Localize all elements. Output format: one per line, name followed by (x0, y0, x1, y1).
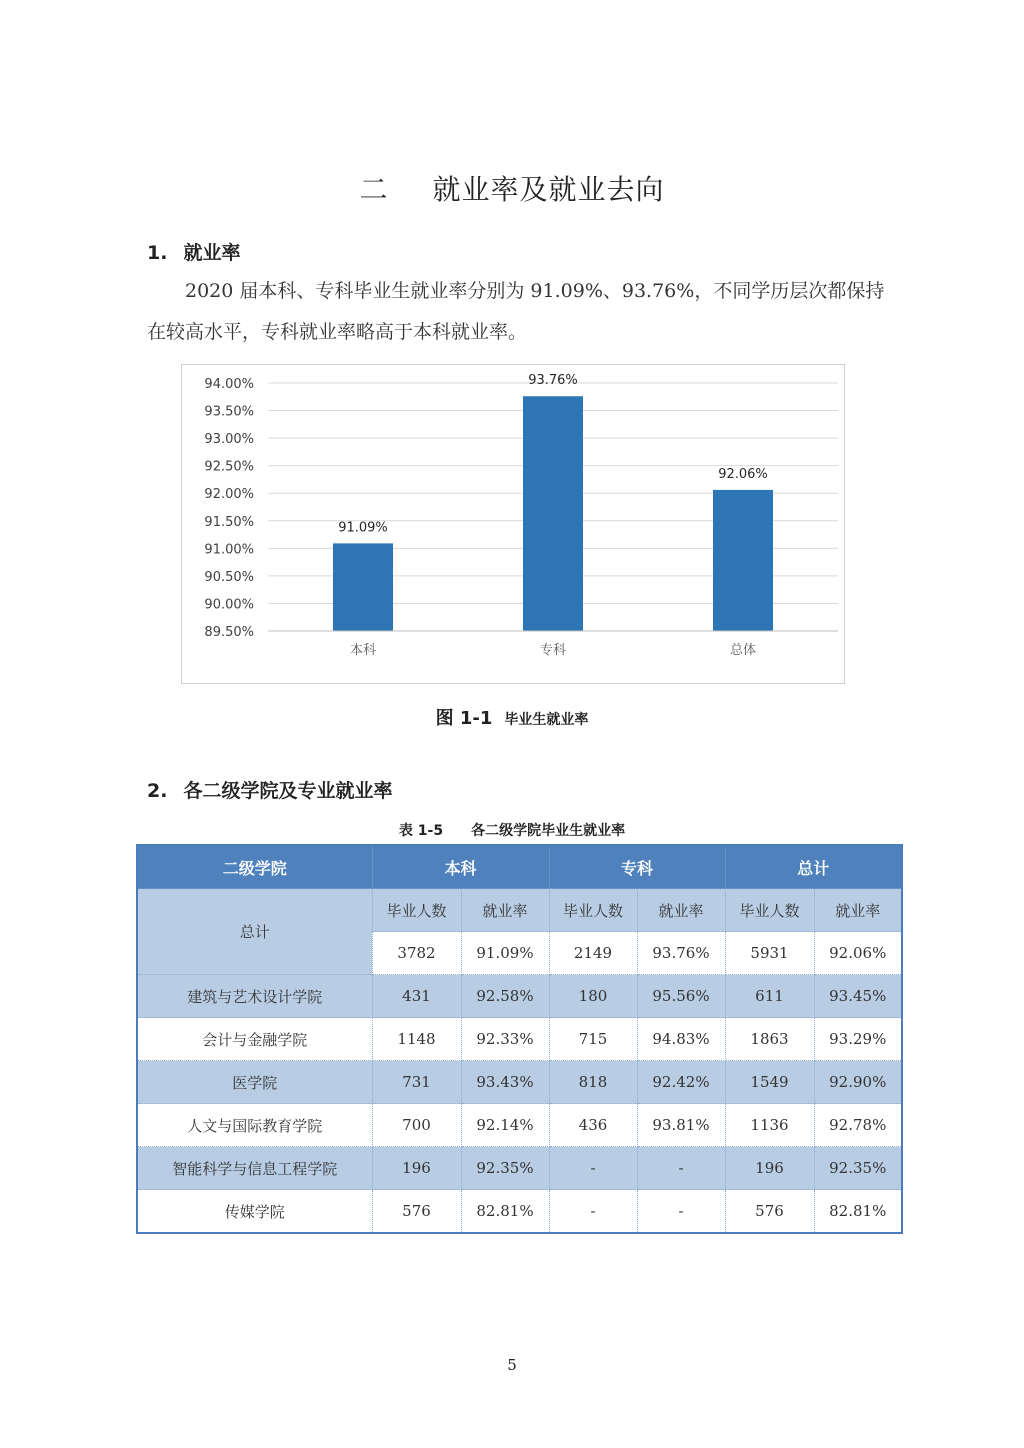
y-tick-label: 92.50% (204, 459, 254, 475)
table-cell: 1148 (372, 1018, 461, 1061)
table-cell: 93.43% (461, 1061, 549, 1104)
header-junior: 专科 (549, 845, 725, 889)
y-tick-label: 94.00% (204, 377, 254, 392)
table-cell: 93.45% (814, 975, 902, 1018)
table-cell: 82.81% (814, 1190, 902, 1234)
table-cell: 3782 (372, 932, 461, 975)
subheader-cell: 就业率 (461, 889, 549, 932)
table-cell: 92.35% (814, 1147, 902, 1190)
x-tick-label: 总体 (729, 643, 757, 658)
y-tick-label: 91.00% (204, 542, 254, 558)
section-1-title: 就业率 (183, 242, 241, 264)
data-label: 91.09% (338, 520, 388, 536)
paragraph-line-2: 在较高水平，专科就业率略高于本科就业率。 (147, 321, 528, 343)
table-row (137, 1061, 902, 1104)
table-cell: 436 (549, 1104, 637, 1147)
table-cell: 93.76% (637, 932, 725, 975)
subheader-cell: 毕业人数 (372, 889, 461, 932)
table-cell: 196 (372, 1147, 461, 1190)
subheader-cell: 就业率 (814, 889, 902, 932)
y-tick-label: 89.50% (204, 625, 254, 640)
table-cell: 92.90% (814, 1061, 902, 1104)
y-tick-label: 90.50% (204, 569, 254, 585)
figure-text: 毕业生就业率 (504, 712, 589, 728)
table-cell: 1136 (725, 1104, 814, 1147)
table-label: 表 1-5 (398, 823, 444, 839)
x-tick-label: 本科 (349, 643, 377, 658)
table-cell: 818 (549, 1061, 637, 1104)
y-tick-label: 93.00% (204, 432, 254, 448)
subheader-cell: 就业率 (637, 889, 725, 932)
table-title: 各二级学院毕业生就业率 (471, 823, 626, 839)
bar (713, 490, 773, 631)
total-label-cell: 总计 (137, 889, 372, 975)
employment-rate-chart (181, 364, 845, 684)
bar (333, 543, 393, 631)
table-cell: 5931 (725, 932, 814, 975)
section-2-number: 2. (147, 780, 168, 802)
paragraph-line-1: 2020 届本科、专科毕业生就业率分别为 91.09%、93.76%，不同学历层次都保持 (185, 280, 885, 302)
table-cell: - (549, 1147, 637, 1190)
table-cell: 715 (549, 1018, 637, 1061)
table-header-row (137, 845, 902, 889)
table-cell: - (549, 1190, 637, 1234)
college-name-cell: 建筑与艺术设计学院 (137, 975, 372, 1018)
table-cell: 92.33% (461, 1018, 549, 1061)
y-tick-label: 92.00% (204, 487, 254, 503)
chart-svg (182, 365, 844, 683)
table-cell: 82.81% (461, 1190, 549, 1234)
table-cell: 92.14% (461, 1104, 549, 1147)
table-cell: 700 (372, 1104, 461, 1147)
table-cell: 1549 (725, 1061, 814, 1104)
figure-caption (0, 704, 1024, 730)
page-number: 5 (507, 1356, 517, 1374)
x-tick-label: 专科 (539, 643, 567, 658)
college-name-cell: 人文与国际教育学院 (137, 1104, 372, 1147)
section-2-heading (147, 776, 392, 803)
table-cell: 91.09% (461, 932, 549, 975)
table-cell: 92.06% (814, 932, 902, 975)
table-cell: 611 (725, 975, 814, 1018)
y-tick-label: 90.00% (204, 597, 254, 613)
table-row (137, 1104, 902, 1147)
college-name-cell: 会计与金融学院 (137, 1018, 372, 1061)
table-cell: 731 (372, 1061, 461, 1104)
chapter-heading (0, 168, 1024, 208)
table-cell: - (637, 1147, 725, 1190)
table-cell: 93.81% (637, 1104, 725, 1147)
table-cell: 1863 (725, 1018, 814, 1061)
table-cell: 196 (725, 1147, 814, 1190)
table-cell: 2149 (549, 932, 637, 975)
subheader-cell: 毕业人数 (549, 889, 637, 932)
table-row (137, 1018, 902, 1061)
table-cell: - (637, 1190, 725, 1234)
table-cell: 95.56% (637, 975, 725, 1018)
table-cell: 92.42% (637, 1061, 725, 1104)
table-row (137, 975, 902, 1018)
header-total: 总计 (725, 845, 902, 889)
table-cell: 576 (725, 1190, 814, 1234)
chapter-number: 二 (359, 173, 389, 206)
table-cell: 92.78% (814, 1104, 902, 1147)
table-cell: 92.35% (461, 1147, 549, 1190)
section-1-number: 1. (147, 242, 168, 264)
table-cell: 93.29% (814, 1018, 902, 1061)
college-employment-table (136, 844, 903, 1234)
college-name-cell: 传媒学院 (137, 1190, 372, 1234)
table-row (137, 1147, 902, 1190)
table-cell: 92.58% (461, 975, 549, 1018)
chapter-title: 就业率及就业去向 (432, 173, 665, 206)
table-caption (0, 820, 1024, 840)
table-cell: 431 (372, 975, 461, 1018)
data-label: 93.76% (528, 373, 578, 389)
y-tick-label: 93.50% (204, 404, 254, 420)
y-tick-label: 91.50% (204, 514, 254, 530)
college-name-cell: 智能科学与信息工程学院 (137, 1147, 372, 1190)
table-subheader-row (137, 889, 902, 932)
figure-label: 图 1-1 (435, 708, 493, 729)
table-cell: 180 (549, 975, 637, 1018)
bar (523, 396, 583, 631)
data-label: 92.06% (718, 466, 768, 482)
section-2-title: 各二级学院及专业就业率 (183, 780, 393, 802)
table-cell: 94.83% (637, 1018, 725, 1061)
subheader-cell: 毕业人数 (725, 889, 814, 932)
section-1-heading (147, 238, 240, 265)
table-cell: 576 (372, 1190, 461, 1234)
intro-paragraph (147, 271, 897, 353)
header-undergrad: 本科 (372, 845, 549, 889)
table-row (137, 1190, 902, 1234)
header-college: 二级学院 (137, 845, 372, 889)
college-name-cell: 医学院 (137, 1061, 372, 1104)
